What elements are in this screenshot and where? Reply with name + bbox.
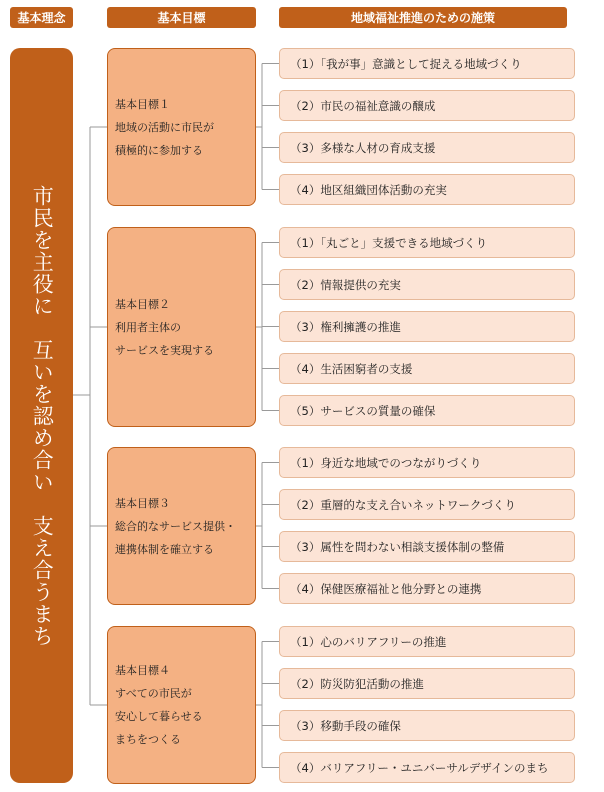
goal-box [107,447,256,605]
goal-title: 基本目標２ [115,297,170,311]
measure-item: （1）身近な地域でのつながりづくり [279,447,575,478]
measure-item: （4）地区組織団体活動の充実 [279,174,575,205]
measure-item: （2）情報提供の充実 [279,269,575,300]
measure-item: （4）バリアフリー・ユニバーサルデザインのまち [279,752,575,783]
goal-description-line: 総合的なサービス提供・ [115,519,236,533]
goal-title: 基本目標４ [115,664,170,677]
measure-item: （1）心のバリアフリーの推進 [279,626,575,657]
measure-item: （3）多様な人材の育成支援 [279,132,575,163]
vision-box [10,48,73,783]
goal-box [107,227,256,427]
header-philosophy: 基本理念 [10,7,73,28]
measure-item: （2）防災防犯活動の推進 [279,668,575,699]
measure-item: （3）移動手段の確保 [279,710,575,741]
goal-box [107,48,256,206]
vision-text: 市民を主役に 互いを認め合い 支え合うまち [30,184,55,647]
measure-item: （2）市民の福祉意識の醸成 [279,90,575,121]
goal-title: 基本目標１ [115,97,170,111]
header-goals: 基本目標 [107,7,256,28]
measure-item: （4）保健医療福祉と他分野との連携 [279,573,575,604]
goal-description-line: すべての市民が [115,687,192,700]
goal-description-line: 利用者主体の [115,320,181,334]
measure-item: （1）「丸ごと」支援できる地域づくり [279,227,575,258]
goal-description-line: 積極的に参加する [115,143,203,157]
measure-item: （4）生活困窮者の支援 [279,353,575,384]
goal-description-line: 連携体制を確立する [115,542,214,556]
goal-title: 基本目標３ [115,496,170,510]
measure-item: （5）サービスの質量の確保 [279,395,575,426]
goal-description-line: 安心して暮らせる [115,710,203,723]
goal-description-line: まちをつくる [115,733,181,746]
goal-description-line: 地域の活動に市民が [115,120,214,134]
measure-item: （3）属性を問わない相談支援体制の整備 [279,531,575,562]
goal-description-line: サービスを実現する [115,343,214,357]
measure-item: （2）重層的な支え合いネットワークづくり [279,489,575,520]
measure-item: （3）権利擁護の推進 [279,311,575,342]
measure-item: （1）「我が事」意識として捉える地域づくり [279,48,575,79]
goal-box [107,626,256,784]
header-measures: 地域福祉推進のための施策 [279,7,567,28]
